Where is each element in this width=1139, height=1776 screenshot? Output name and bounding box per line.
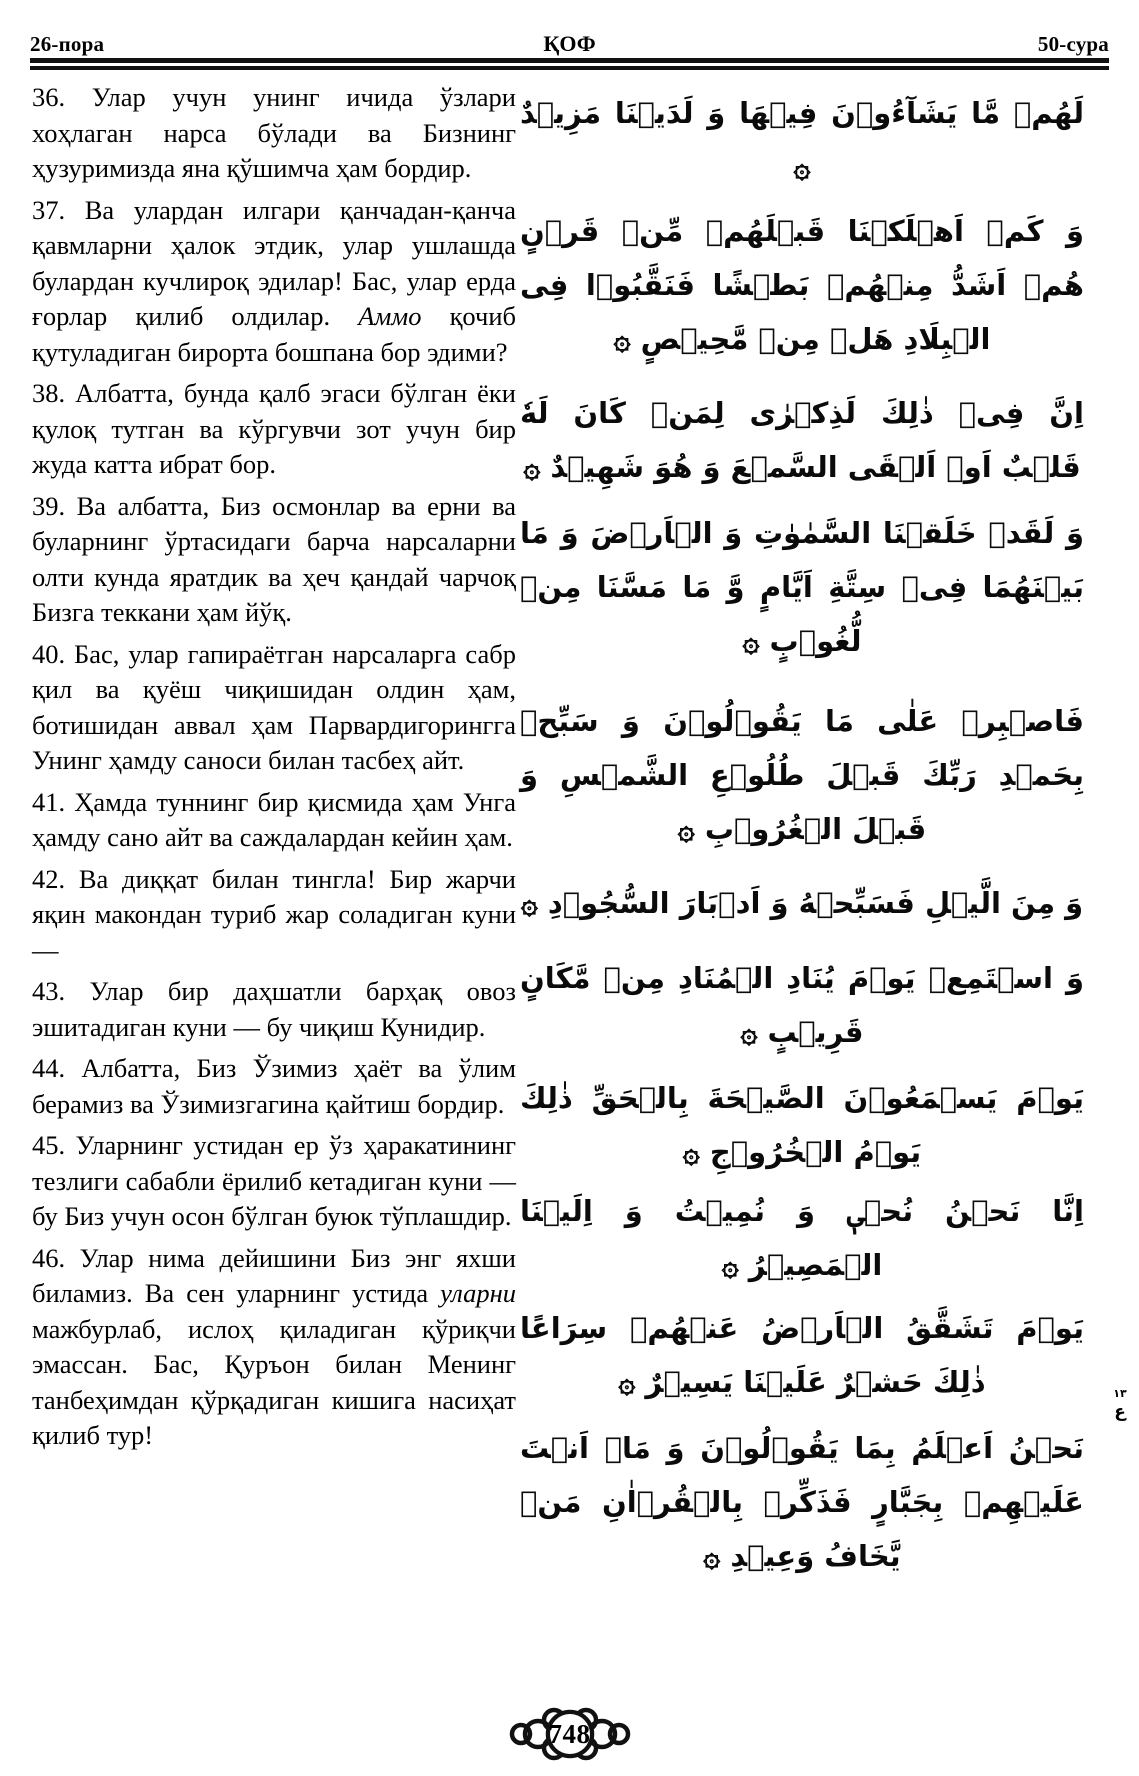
page-number: 748 xyxy=(548,1718,591,1749)
surah-number-label: 50-сура xyxy=(1037,31,1109,56)
running-head xyxy=(30,28,1109,60)
page-number-ornament xyxy=(504,1704,636,1764)
arabic-ayah-46: نَحۡنُ اَعۡلَمُ بِمَا يَقُوۡلُوۡنَ وَ مَاۤ اَنۡتَ عَلَيۡهِمۡ بِجَبَّارٍ فَذَكِّرۡ بِالۡقُرۡاٰنِ مَنۡ يَّخَافُ وَعِيۡدِ ۞ xyxy=(520,1431,1084,1573)
page-body xyxy=(0,76,1139,1716)
verse-46-part2: мажбурлаб, ислоҳ қиладиган қўриқчи эмассан. Бас, Қуръон билан Менинг танбеҳимдан қўрқадиган кишига насиҳат қилиб тур! xyxy=(32,1313,516,1450)
arabic-ayah-41: وَ مِنَ الَّيۡلِ فَسَبِّحۡهُ وَ اَدۡبَارَ السُّجُوۡدِ ۞ xyxy=(520,886,1084,920)
verse-39: 39. Ва албатта, Биз осмонлар ва ерни ва буларнинг ўртасидаги барча нарсаларни олти кунда яратдик ва ҳеч қандай чарчоқ Бизга теккани ҳам йўқ. xyxy=(32,490,516,627)
verse-38: 38. Албатта, бунда қалб эгаси бўлган ёки қулоқ тутган ва кўргувчи зот учун бир жуда катта ибрат бор. xyxy=(32,378,516,479)
verse-36: 36. Улар учун унинг ичида ўзлари хоҳлаган нарса бўлади ва Бизнинг ҳузуримизда яна қўшимча ҳам бордир. xyxy=(32,82,516,183)
verse-37 xyxy=(32,193,516,371)
ruku-ain-glyph: ع xyxy=(1114,1402,1126,1422)
header-divider xyxy=(30,58,1109,70)
verse-37-part1: 37. Ва улардан илгари қанчадан-қанча қавмларни ҳалок этдик, улар ушлашда булардан кучлироқ эдилар! Бас, улар ерда ғорлар қилиб олдилар. xyxy=(32,194,516,331)
arabic-ayah-38: اِنَّ فِىۡ ذٰلِكَ لَذِكۡرٰى لِمَنۡ كَانَ لَهٗ قَلۡبٌ اَوۡ اَلۡقَى السَّمۡعَ وَ هُوَ شَهِيۡدٌ ۞ xyxy=(520,396,1084,484)
divider-thin-line xyxy=(30,66,1109,70)
verse-42: 42. Ва диққат билан тингла! Бир жарчи яқин макондан туриб жар соладиган куни — xyxy=(32,863,516,965)
verse-46-emphasis: уларни xyxy=(440,1278,516,1308)
arabic-ayah-37: وَ كَمۡ اَهۡلَكۡنَا قَبۡلَهُمۡ مِّنۡ قَرۡنٍ هُمۡ اَشَدُّ مِنۡهُمۡ بَطۡشًا فَنَقَّبُوۡا فِى الۡبِلَادِ هَلۡ مِنۡ مَّحِيۡصٍ ۞ xyxy=(520,214,1084,356)
verse-44: 44. Албатта, Биз Ўзимиз ҳаёт ва ўлим берамиз ва Ўзимизгагина қайтиш бордир. xyxy=(32,1053,516,1119)
translation-column xyxy=(32,80,516,1454)
verse-40: 40. Бас, улар гапираётган нарсаларга сабр қил ва қуёш чиқишидан олдин ҳам, ботишидан аввал ҳам Парвардигорингга Унинг ҳамду саноси билан тасбеҳ айт. xyxy=(32,638,516,775)
ruku-marker xyxy=(1107,1384,1133,1422)
verse-37-part2: қочиб қутуладиган бирорта бошпана бор эдими? xyxy=(32,301,516,367)
arabic-ayah-36: لَهُمۡ مَّا يَشَآءُوۡنَ فِيۡهَا وَ لَدَيۡنَا مَزِيۡدٌ ۞ xyxy=(520,96,1084,184)
juz-label: 26-пора xyxy=(30,31,105,56)
verse-45: 45. Уларнинг устидан ер ўз ҳаракатининг тезлиги сабабли ёрилиб кетадиган куни — бу Биз учун осон бўлган буюк тўплашдир. xyxy=(32,1130,516,1231)
verse-46-part1: 46. Улар нима дейишини Биз энг яхши биламиз. Ва сен уларнинг устида xyxy=(32,1242,516,1308)
arabic-ayah-45: يَوۡمَ تَشَقَّقُ الۡاَرۡضُ عَنۡهُمۡ سِرَاعًا ذٰلِكَ حَشۡرٌ عَلَيۡنَا يَسِيۡرٌ ۞ xyxy=(520,1311,1084,1399)
arabic-ayah-39: وَ لَقَدۡ خَلَقۡنَا السَّمٰوٰتِ وَ الۡاَرۡضَ وَ مَا بَيۡنَهُمَا فِىۡ سِتَّةِ اَيَّامٍ وَّ مَا مَسَّنَا مِنۡ لُّغُوۡبٍ ۞ xyxy=(520,516,1084,658)
page-number-area xyxy=(0,1704,1139,1764)
arabic-ayah-42: وَ اسۡتَمِعۡ يَوۡمَ يُنَادِ الۡمُنَادِ مِنۡ مَّكَانٍ قَرِيۡبٍ ۞ xyxy=(520,961,1084,1049)
ruku-count: ١٣ xyxy=(1113,1387,1127,1400)
verse-41: 41. Ҳамда туннинг бир қисмида ҳам Унга ҳамду сано айт ва саждалардан кейин ҳам. xyxy=(32,786,516,852)
verse-46 xyxy=(32,1241,516,1454)
arabic-ayah-40: فَاصۡبِرۡ عَلٰى مَا يَقُوۡلُوۡنَ وَ سَبِّحۡ بِحَمۡدِ رَبِّكَ قَبۡلَ طُلُوۡعِ الشَّمۡسِ وَ قَبۡلَ الۡغُرُوۡبِ ۞ xyxy=(520,704,1084,846)
verse-37-emphasis: Аммо xyxy=(358,301,422,331)
surah-title: ҚОФ xyxy=(543,31,596,56)
arabic-ayah-44: اِنَّا نَحۡنُ نُحۡىٖ وَ نُمِيۡتُ وَ اِلَيۡنَا الۡمَصِيۡرُ ۞ xyxy=(520,1194,1084,1282)
arabic-ayah-43: يَوۡمَ يَسۡمَعُوۡنَ الصَّيۡحَةَ بِالۡحَقِّ ذٰلِكَ يَوۡمُ الۡخُرُوۡجِ ۞ xyxy=(520,1081,1084,1169)
verse-43: 43. Улар бир даҳшатли барҳақ овоз эшитадиган куни — бу чиқиш Кунидир. xyxy=(32,976,516,1042)
